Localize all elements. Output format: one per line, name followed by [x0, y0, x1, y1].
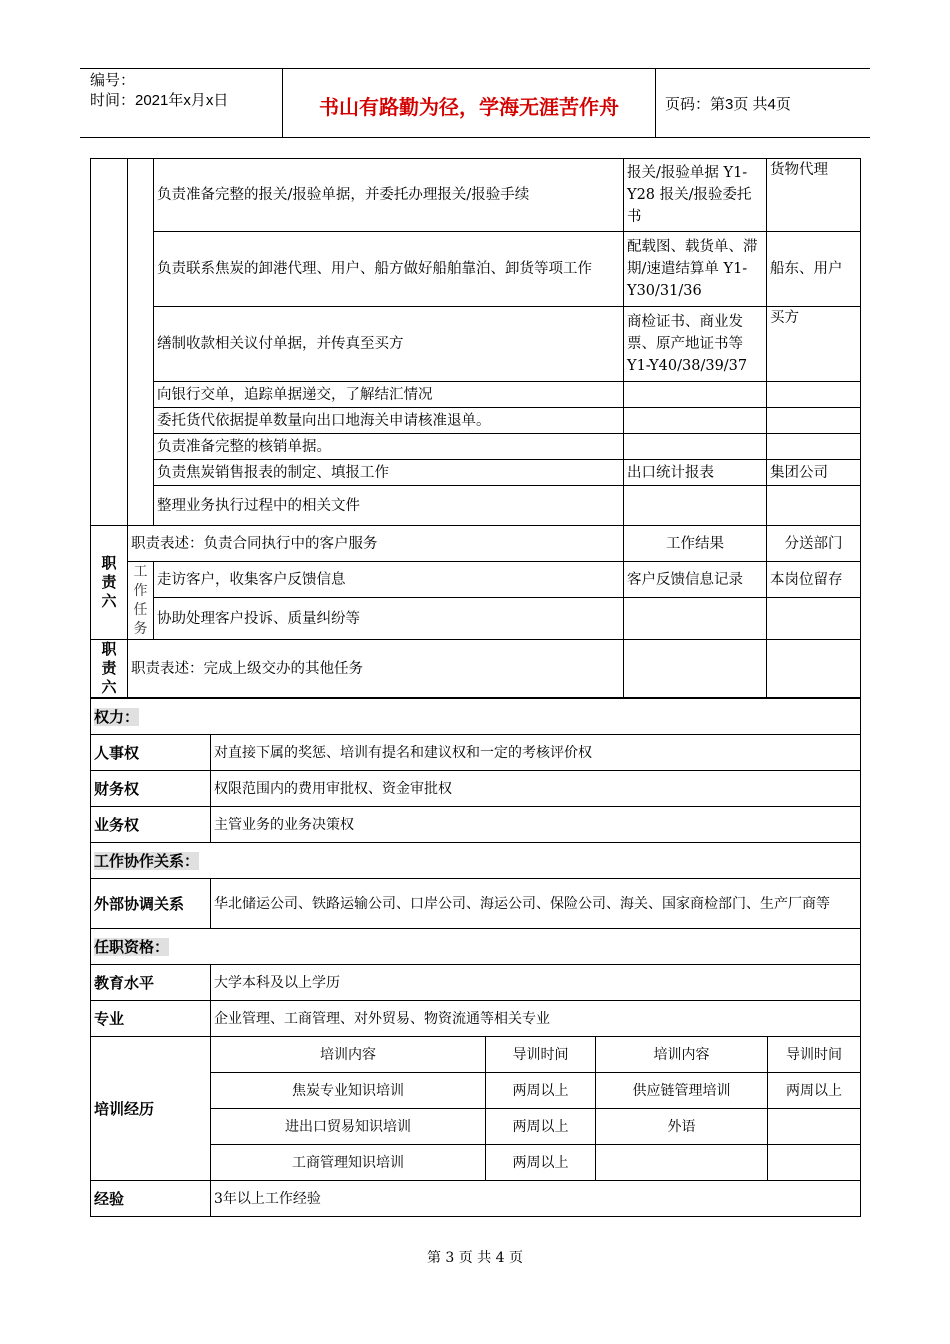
table-row: [91, 598, 861, 640]
task-cell: 走访客户，收集客户反馈信息: [154, 562, 624, 598]
training-cell: 焦炭专业知识培训: [211, 1073, 486, 1109]
dept-cell: 本岗位留存: [767, 562, 861, 598]
table-row: [91, 232, 861, 307]
cooperation-label: 外部协调关系: [91, 879, 211, 929]
qualification-title: 任职资格：: [91, 929, 861, 965]
result-cell: [624, 382, 767, 408]
task-cell: 缮制收款相关议付单据，并传真至买方: [154, 307, 624, 382]
training-header: 导训时间: [486, 1037, 596, 1073]
table-row: [91, 526, 861, 562]
date-label: 时间：2021年x月x日: [90, 92, 229, 109]
task-cell: 协助处理客户投诉、质量纠纷等: [154, 598, 624, 640]
education-label: 教育水平: [91, 965, 211, 1001]
dept-cell: [767, 598, 861, 640]
table-row: [91, 843, 861, 879]
dept-cell: [767, 382, 861, 408]
dept-header: 分送部门: [767, 526, 861, 562]
dept-cell: 货物代理: [767, 159, 861, 232]
table-row: [91, 434, 861, 460]
table-row: [91, 929, 861, 965]
duty7-label: 职责六: [91, 640, 128, 699]
table-row: [91, 460, 861, 486]
task-cell: 负责焦炭销售报表的制定、填报工作: [154, 460, 624, 486]
training-header: 培训内容: [211, 1037, 486, 1073]
duty7-statement: 职责表述：完成上级交办的其他任务: [128, 640, 624, 699]
task-cell: 委托货代依据提单数量向出口地海关申请核准退单。: [154, 408, 624, 434]
experience-label: 经验: [91, 1181, 211, 1217]
training-cell: 供应链管理培训: [596, 1073, 768, 1109]
duty-table: [90, 158, 861, 699]
authority-title: 权力：: [91, 699, 861, 735]
training-cell: [768, 1109, 861, 1145]
result-cell: 配载图、载货单、滞期/速遣结算单 Y1-Y30/31/36: [624, 232, 767, 307]
training-cell: 两周以上: [486, 1073, 596, 1109]
training-cell: 两周以上: [486, 1145, 596, 1181]
table-row: [91, 1001, 861, 1037]
task-cell: 向银行交单，追踪单据递交，了解结汇情况: [154, 382, 624, 408]
dept-cell: [767, 486, 861, 526]
dept-cell: 船东、用户: [767, 232, 861, 307]
training-cell: [768, 1145, 861, 1181]
training-header: 培训内容: [596, 1037, 768, 1073]
result-cell: [624, 486, 767, 526]
table-row: [91, 1181, 861, 1217]
table-row: [91, 735, 861, 771]
result-cell: 出口统计报表: [624, 460, 767, 486]
result-cell: [624, 598, 767, 640]
table-row: [91, 159, 861, 232]
task-cell: 负责准备完整的核销单据。: [154, 434, 624, 460]
cooperation-value: 华北储运公司、铁路运输公司、口岸公司、海运公司、保险公司、海关、国家商检部门、生产厂商等: [211, 879, 861, 929]
dept-cell: [767, 434, 861, 460]
training-cell: 外语: [596, 1109, 768, 1145]
dept-cell: [767, 408, 861, 434]
task-label: 工作任务: [128, 562, 154, 640]
table-row: [91, 965, 861, 1001]
table-row: [91, 486, 861, 526]
table-row: [91, 640, 861, 699]
major-label: 专业: [91, 1001, 211, 1037]
duty6-statement: 职责表述：负责合同执行中的客户服务: [128, 526, 624, 562]
task-cell: 负责准备完整的报关/报验单据，并委托办理报关/报验手续: [154, 159, 624, 232]
result-cell: [624, 434, 767, 460]
table-row: [91, 807, 861, 843]
result-cell: 报关/报验单据 Y1-Y28 报关/报验委托书: [624, 159, 767, 232]
table-row: [91, 1037, 861, 1073]
header-meta: [90, 71, 280, 111]
table-row: [91, 382, 861, 408]
training-cell: 两周以上: [486, 1109, 596, 1145]
authority-label: 财务权: [91, 771, 211, 807]
result-header: 工作结果: [624, 526, 767, 562]
duty6-label: 职责六: [91, 526, 128, 640]
training-cell: 进出口贸易知识培训: [211, 1109, 486, 1145]
task-cell: 负责联系焦炭的卸港代理、用户、船方做好船舶靠泊、卸货等项工作: [154, 232, 624, 307]
training-cell: [596, 1145, 768, 1181]
table-row: [91, 562, 861, 598]
result-cell: 客户反馈信息记录: [624, 562, 767, 598]
table-row: [91, 408, 861, 434]
dept-cell: 买方: [767, 307, 861, 382]
result-cell: 商检证书、商业发票、原产地证书等 Y1-Y40/38/39/37: [624, 307, 767, 382]
training-cell: 两周以上: [768, 1073, 861, 1109]
experience-value: 3年以上工作经验: [211, 1181, 861, 1217]
authority-label: 人事权: [91, 735, 211, 771]
page-footer: 第 3 页 共 4 页: [426, 1250, 524, 1266]
training-label: 培训经历: [91, 1037, 211, 1181]
code-label: 编号：: [90, 72, 136, 89]
header-page-info: 页码：第3页 共4页: [665, 96, 791, 113]
dept-cell: 集团公司: [767, 460, 861, 486]
table-row: [91, 771, 861, 807]
result-cell: [624, 408, 767, 434]
authority-value: 对直接下属的奖惩、培训有提名和建议权和一定的考核评价权: [211, 735, 861, 771]
training-cell: 工商管理知识培训: [211, 1145, 486, 1181]
authority-label: 业务权: [91, 807, 211, 843]
header-motto: 书山有路勤为径，学海无涯苦作舟: [319, 95, 619, 119]
table-row: [91, 307, 861, 382]
cooperation-title: 工作协作关系：: [91, 843, 861, 879]
education-value: 大学本科及以上学历: [211, 965, 861, 1001]
major-value: 企业管理、工商管理、对外贸易、物资流通等相关专业: [211, 1001, 861, 1037]
page-header: [80, 68, 870, 138]
table-row: [91, 879, 861, 929]
table-row: [91, 699, 861, 735]
task-cell: 整理业务执行过程中的相关文件: [154, 486, 624, 526]
training-header: 导训时间: [768, 1037, 861, 1073]
qualification-table: [90, 698, 861, 1217]
authority-value: 主管业务的业务决策权: [211, 807, 861, 843]
authority-value: 权限范围内的费用审批权、资金审批权: [211, 771, 861, 807]
